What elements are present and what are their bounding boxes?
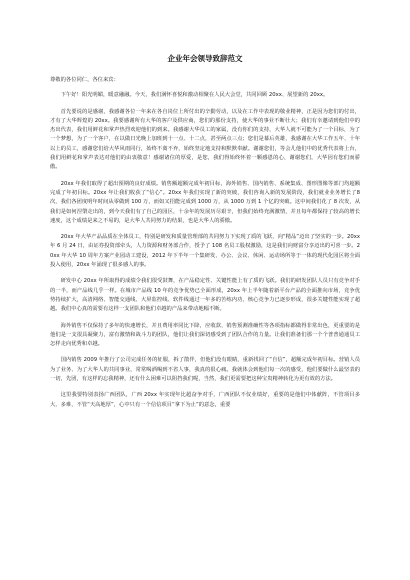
paragraph-domestic-sales: 国内销售 2009 年推行了公司完成任务的征服，拆了散伴，但他们没有眼睛，重新找回了“自信”，超额完成年初目标。营销人员为了业务、为了大华人的共同事业，常常喝酒喝到不省人事，我真的很心痛。我就体会到他们每一次的感受，他们要做什么最坚表的一切，先团，有这样的忘我精神，还有什么困难可以阻挡我们呢，当然，我们更需要把这种宝贵精神转化为更有效的方法。 <box>50 357 360 383</box>
paragraph-thanks: 首先要说的是感谢，我感谢各位一年来在各自岗位上所付出的辛勤劳动，以及在工作中表现的敬业精神，正是因为您们的付出，才有了大华辉煌的 20xx。我要感谢所有大华的客户及供应商，您们的那份支持，使大华的事业不断壮大；我们有幸邀请到他们中的杰出代表，我们用鲜花和掌声热烈欢迎他们的到来。我感谢大华员工的家属，没有你们的支持，大华人就不可能为了一个目标，为了一个梦想，为了一个客户，在以做日光晚上加班到十一点、十二点，甚至两点三点；您们是幕后英雄，我感谢在大华工作五年、十年以上的员工，感谢您们给大华风雨同行，始终不离不弃，始终坚定地支持和默默奉献。谢谢您们，等会儿他们中的优秀代表将上台，我们用鲜花和掌声表达对他们的由衷敬意！感谢诸位的厚爱，是您，我们得始终怀着一颗感恩的心，谢谢您们，大华因有您们而骄傲。 <box>50 108 360 171</box>
paragraph-overseas-sales: 海外销售不仅保持了多年的快速增长，并且费用率同比下降，应收款、销售预测准确性等各项指标都做得非常出色，更重要的是他们是一支很具凝聚力，富有激情和战斗力的团队，他们让我们深切感受到了团队合作的力量。让我们准备们那一个个普普通通员工怎样走向优秀和卓越。 <box>50 322 360 348</box>
document-title: 企业年会领导致辞范文 <box>167 54 243 63</box>
paragraph-guangxi-team: 这里我要特别表扬广西团队，广西 20xx 年实现年比超奋争对手，广西团队不仅业绩好，重要的是他们中体献阵，不管项目多大、多难，不管“天高地厚”，心中只有一个信信项目“拿下为止”的意念，重要 <box>50 392 360 408</box>
paragraph-results: 20xx 年我们取得了超出预期的良好成绩。销售额超额完成年初目标，海外销售、国内销售、系统集成、图形图像等部门均超额完成了年初目标。20xx 年让我们收获了“信心”。20xx 年我们实现了新的突破，我们咨询入新的发展阶段，我们就业业务增长了8 次，我们各团度明年时间从零做到 100 万，而如又招能完成到 1000 万，从 1000 万到 1 个亿的突破。这中间我们花了 8 次发，从我们是如何涅槃走出的，到今天我们有了自己的园区，十余年的发展历尽艰辛，但我们始终充满激情，并且每年都保持了较高的增长速度，这个成绩是来之不易的，是大华人共同努力的结果，也是大华人的骄傲。 <box>50 180 360 224</box>
paragraph-rnd: 研发中心 20xx 年所取得的成绩令我们很受鼓舞，在产品稳定性、关键性能上有了质的飞跃。我们的研发团队人员只有竞争对手的一半，而产品线几乎一样。在城市产品线 10 年的竞争优势已全面形成，20xx 年上半年随着新平台产品的全面推向市场，竞争优势持续扩大，高清网络、智能交通线、大屏监控线、软件线通过一年多的苦练内功，核心竞争力已逐步形成，很多关键性能实现了超越。我们中心真的需要有这样一支团队和他们卓越的产品来带动地幅不断。 <box>50 278 360 313</box>
salutation: 尊敬的各位同仁，各位来宾： <box>50 77 119 83</box>
paragraph-opening: 下午好！阳光明媚，暖意融融。今天，我们满怀喜悦和激动相聚在人民大会堂，共同回顾 20xx、展望新的 20xx。 <box>60 92 329 99</box>
paragraph-quality: 20xx 年大华产品品质在全体员工，特别是研发和质量管理部的共同努力下实现了质的飞跃，向“精品”迈出了坚实的一步。20xx 年 6 月 24 日，由证券投资部牵头，人力资源和财务部合作，授予了 108 名员工股权激励，这是我们向财富分享迈出的可喜一步。20xx 年大华 10 周年方案产业园动工建设，2012 年下半年一个集研发、办公、会议、休闲、运动场所等于一体的现代化园区将全面投入使用，20xx 年涌现了很多感人的事。 <box>50 234 360 269</box>
